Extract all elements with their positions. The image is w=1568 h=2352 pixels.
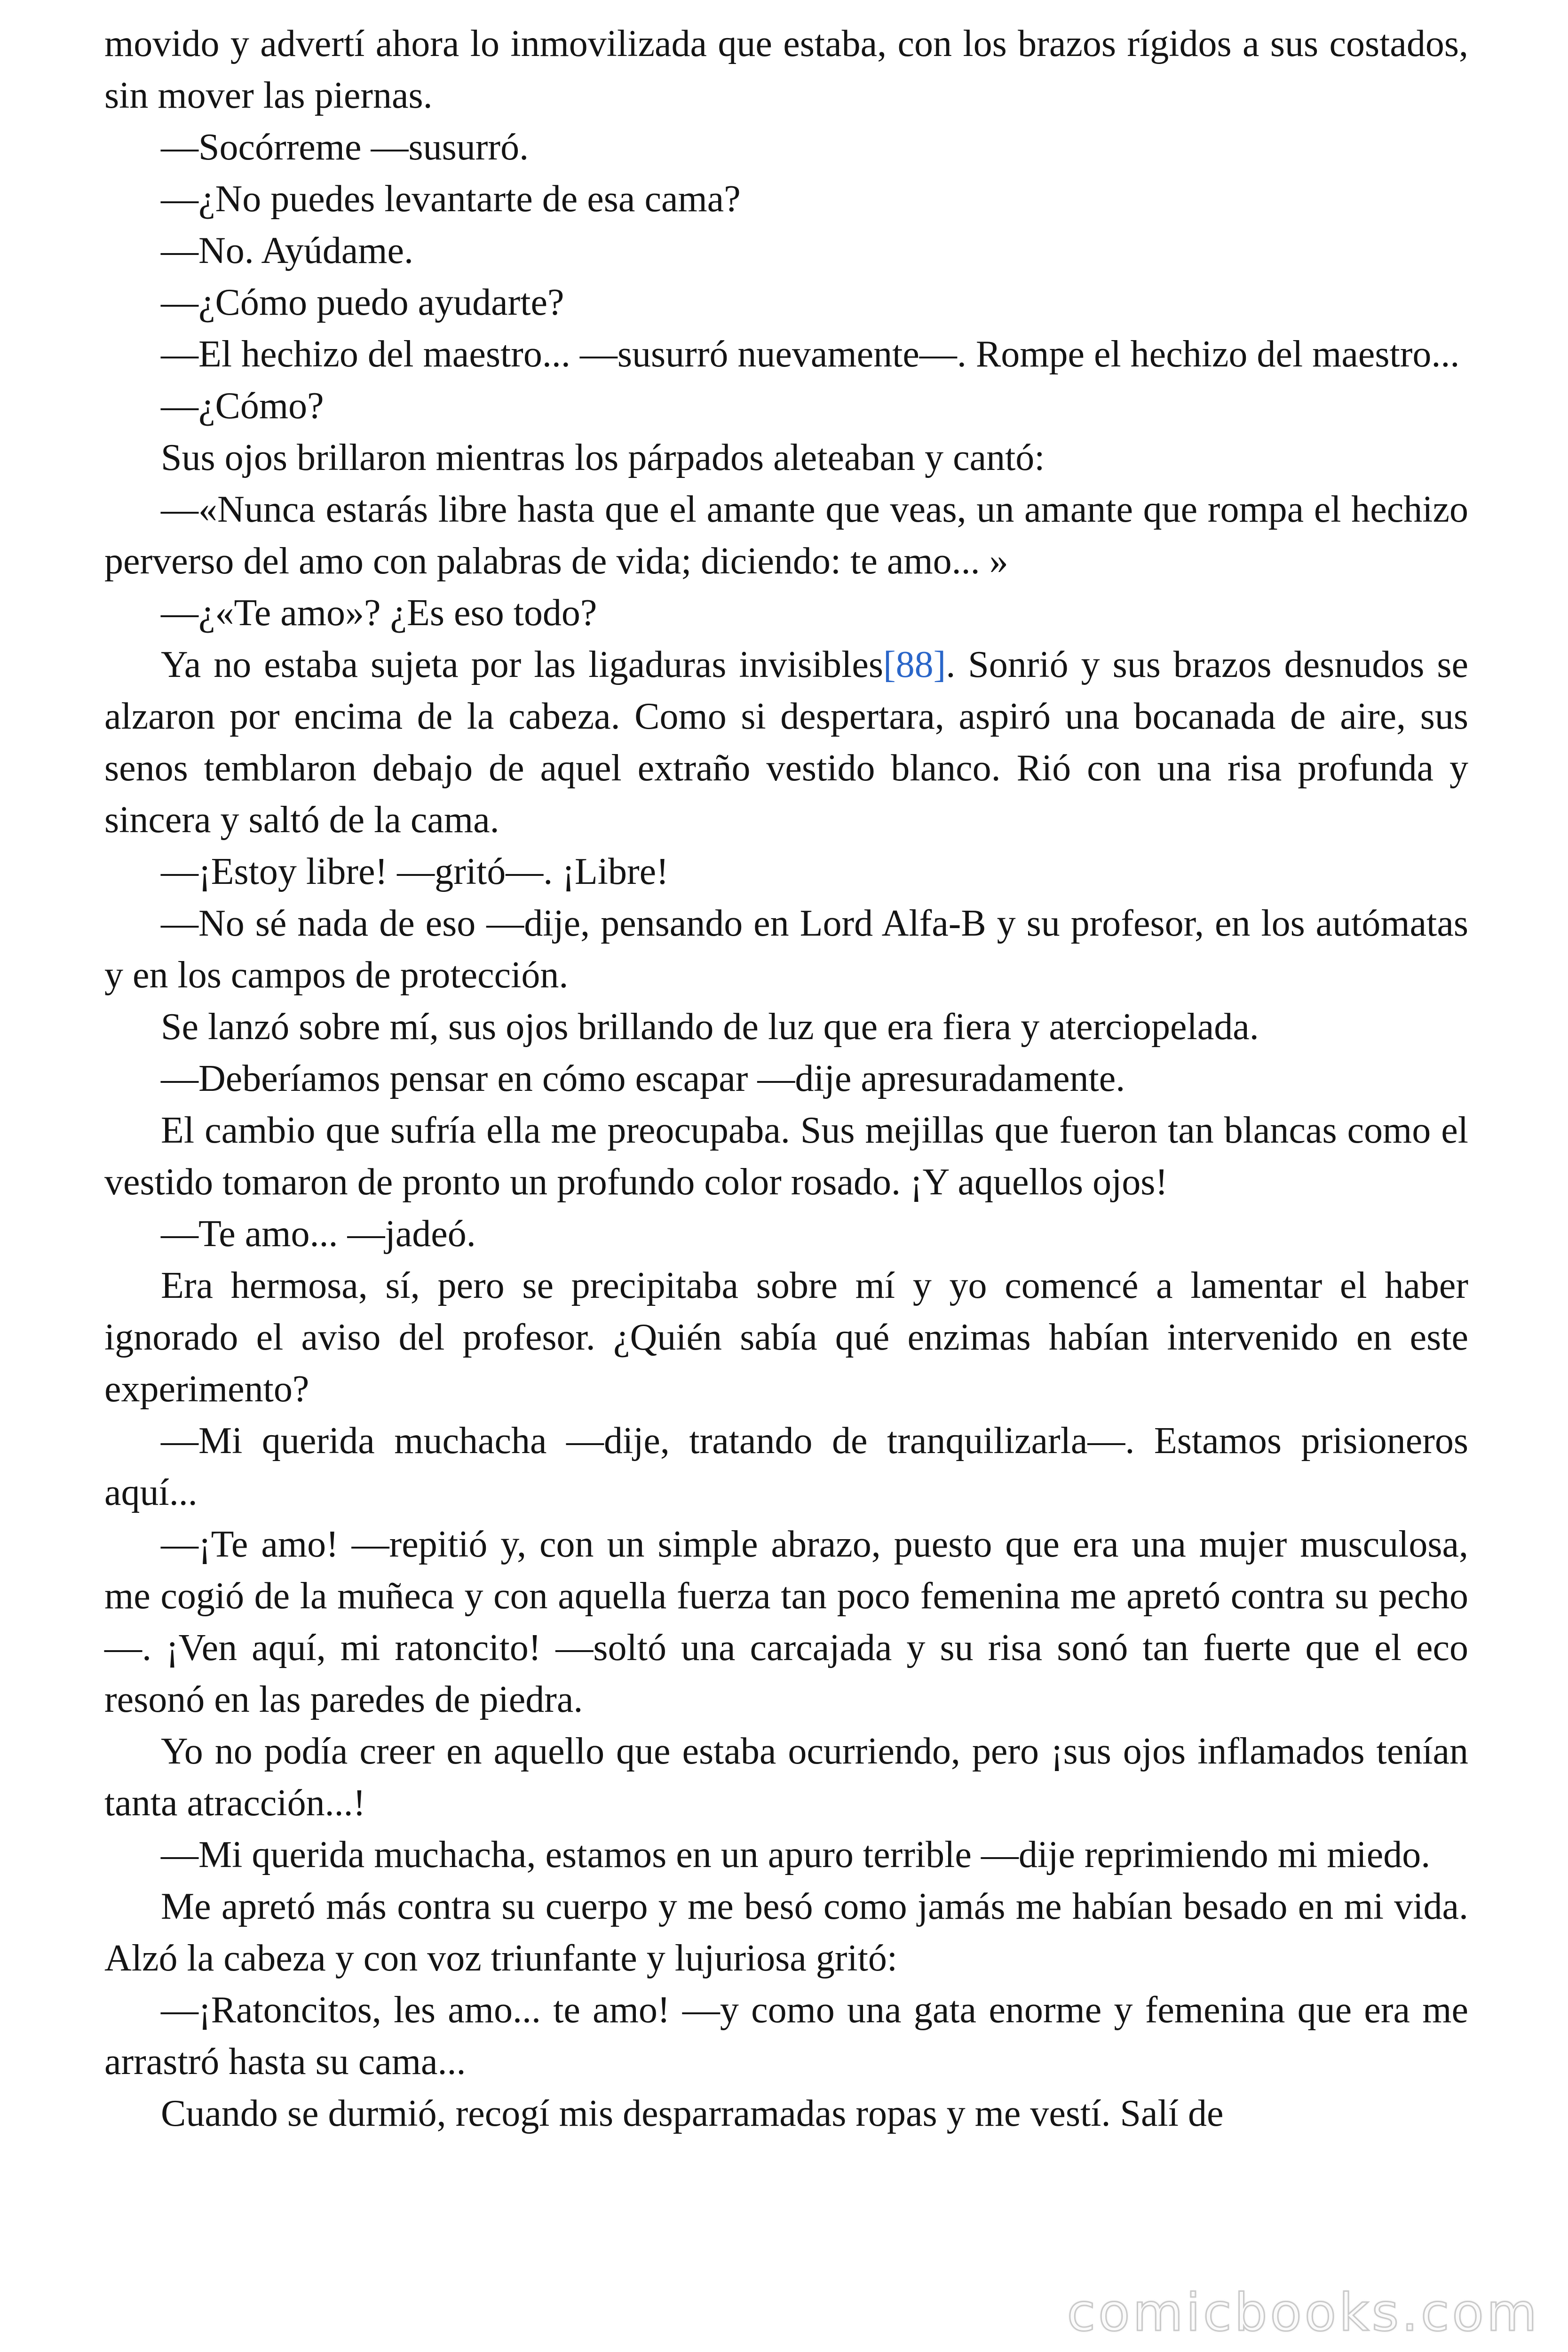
- paragraph-10: —¿«Te amo»? ¿Es eso todo?: [161, 592, 597, 634]
- paragraph-5: —¿Cómo puedo ayudarte?: [161, 282, 564, 323]
- paragraph-21: Yo no podía creer en aquello que estaba ocurriendo, pero ¡sus ojos inflamados tenían tanta atracción...!: [104, 1731, 1468, 1824]
- paragraph-15: —Deberíamos pensar en cómo escapar —dije apresuradamente.: [161, 1058, 1125, 1099]
- paragraph-17: —Te amo... —jadeó.: [161, 1213, 476, 1255]
- paragraph-18: Era hermosa, sí, pero se precipitaba sobre mí y yo comencé a lamentar el haber ignorado el aviso del profesor. ¿Quién sabía qué enzimas habían intervenido en este experimento?: [104, 1265, 1468, 1410]
- paragraph-11-text-before: Ya no estaba sujeta por las ligaduras invisibles: [161, 644, 884, 685]
- paragraph-20: —¡Te amo! —repitió y, con un simple abrazo, puesto que era una mujer musculosa, me cogió de la muñeca y con aquella fuerza tan poco femenina me apretó contra su pecho—. ¡Ven aquí, mi ratoncito! —soltó una carcajada y su risa sonó tan fuerte que el eco resonó en las paredes de piedra.: [104, 1524, 1468, 1720]
- paragraph-11-text-after: . Sonrió y sus brazos desnudos se alzaron por encima de la cabeza. Como si despertara, aspiró una bocanada de aire, sus senos temblaron debajo de aquel extraño vestido blanco. Rió con una risa profunda y sincera y saltó de la cama.: [104, 644, 1469, 841]
- footnote-link-88[interactable]: [88]: [883, 644, 946, 685]
- watermark-logo: comicbooks.com: [1067, 2282, 1540, 2343]
- paragraph-1: movido y advertí ahora lo inmovilizada que estaba, con los brazos rígidos a sus costados, sin mover las piernas.: [104, 23, 1468, 116]
- paragraph-22: —Mi querida muchacha, estamos en un apuro terrible —dije reprimiendo mi miedo.: [161, 1834, 1431, 1875]
- paragraph-8: Sus ojos brillaron mientras los párpados aleteaban y cantó:: [161, 437, 1045, 478]
- paragraph-9: —«Nunca estarás libre hasta que el amante que veas, un amante que rompa el hechizo perverso del amo con palabras de vida; diciendo: te amo... »: [104, 489, 1468, 582]
- paragraph-25: Cuando se durmió, recogí mis desparramadas ropas y me vestí. Salí de: [161, 2093, 1224, 2134]
- page-body: [104, 18, 1468, 2139]
- paragraph-7: —¿Cómo?: [161, 385, 324, 427]
- paragraph-13: —No sé nada de eso —dije, pensando en Lord Alfa-B y su profesor, en los autómatas y en los campos de protección.: [104, 903, 1468, 996]
- paragraph-16: El cambio que sufría ella me preocupaba. Sus mejillas que fueron tan blancas como el vestido tomaron de pronto un profundo color rosado. ¡Y aquellos ojos!: [104, 1110, 1468, 1203]
- paragraph-11: [104, 639, 1468, 846]
- paragraph-3: —¿No puedes levantarte de esa cama?: [161, 178, 741, 220]
- paragraph-23: Me apretó más contra su cuerpo y me besó como jamás me habían besado en mi vida. Alzó la cabeza y con voz triunfante y lujuriosa gritó:: [104, 1886, 1468, 1979]
- paragraph-4: —No. Ayúdame.: [161, 230, 414, 271]
- paragraph-19: —Mi querida muchacha —dije, tratando de tranquilizarla—. Estamos prisioneros aquí...: [104, 1420, 1468, 1513]
- paragraph-12: —¡Estoy libre! —gritó—. ¡Libre!: [161, 851, 669, 892]
- paragraph-24: —¡Ratoncitos, les amo... te amo! —y como una gata enorme y femenina que era me arrastró hasta su cama...: [104, 1989, 1468, 2082]
- paragraph-6: —El hechizo del maestro... —susurró nuevamente—. Rompe el hechizo del maestro...: [161, 334, 1460, 375]
- paragraph-14: Se lanzó sobre mí, sus ojos brillando de luz que era fiera y aterciopelada.: [161, 1006, 1259, 1048]
- paragraph-2: —Socórreme —susurró.: [161, 127, 529, 168]
